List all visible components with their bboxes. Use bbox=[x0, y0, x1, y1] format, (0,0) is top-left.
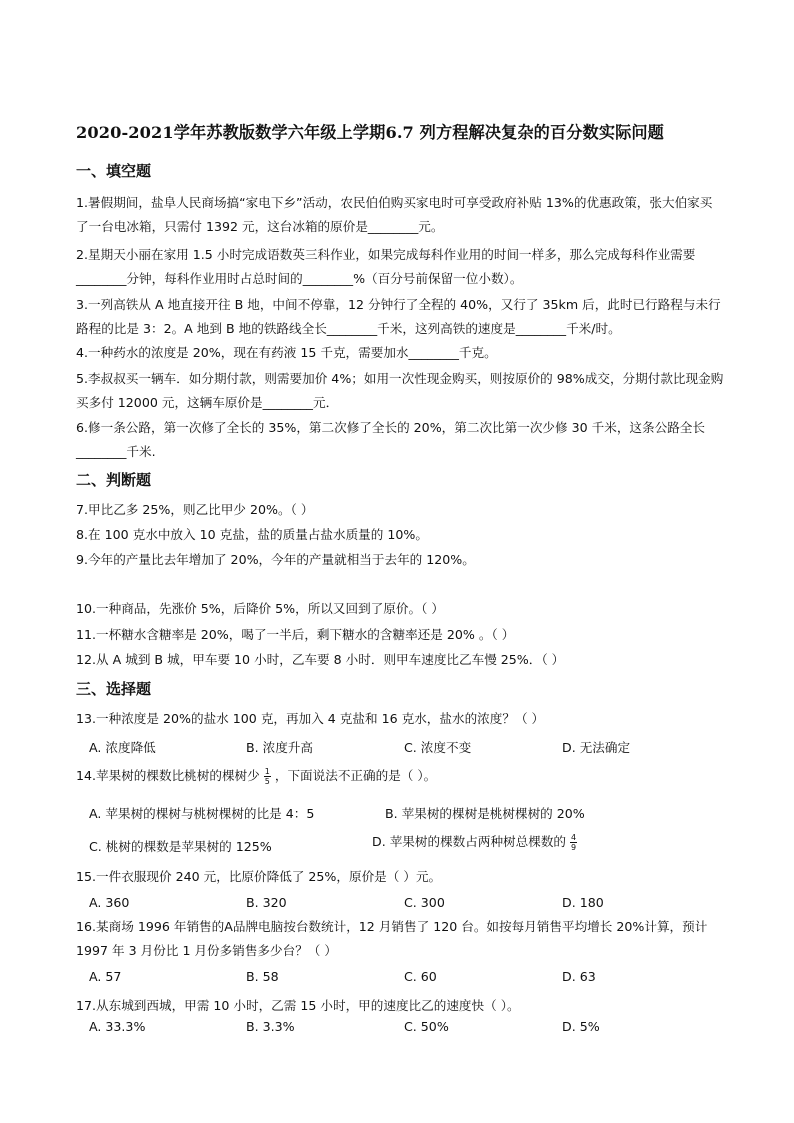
question-14-stem-end: ，下面说法不正确的是（ ）。 bbox=[274, 768, 437, 783]
question-13: 13.一种浓度是 20%的盐水 100 克，再加入 4 克盐和 16 克水，盐水的浓度？（ ） bbox=[76, 711, 545, 726]
question-16-option-b: B. 58 bbox=[246, 969, 279, 984]
question-15-option-d: D. 180 bbox=[562, 895, 604, 910]
question-3: 3.一列高铁从 A 地直接开往 B 地，中间不停靠，12 分钟行了全程的 40%，又行了 35km 后，此时已行路程与未行路程的比是 3：2。A 地到 B 地的铁路线全长________千米，这列高铁的速度是________千米/时。 bbox=[76, 297, 721, 336]
question-13-option-b: B. 浓度升高 bbox=[246, 740, 314, 755]
question-17-option-d: D. 5% bbox=[562, 1019, 600, 1034]
question-15: 15.一件衣服现价 240 元，比原价降低了 25%，原价是（ ）元。 bbox=[76, 869, 442, 884]
question-7: 7.甲比乙多 25%，则乙比甲少 20%。（ ） bbox=[76, 502, 314, 517]
question-13-option-a: A. 浓度降低 bbox=[89, 740, 156, 755]
question-6: 6.修一条公路，第一次修了全长的 35%，第二次修了全长的 20%，第二次比第一次少修 30 千米，这条公路全长________千米. bbox=[76, 420, 705, 459]
question-17-option-a: A. 33.3% bbox=[89, 1019, 146, 1034]
section-heading-fill-blank: 一、填空题 bbox=[76, 162, 152, 180]
question-1: 1.暑假期间，盐阜人民商场搞“家电下乡”活动，农民伯伯购买家电时可享受政府补贴 13%的优惠政策，张大伯家买了一台电冰箱，只需付 1392 元，这台冰箱的原价是________元。 bbox=[76, 195, 713, 234]
question-15-option-b: B. 320 bbox=[246, 895, 287, 910]
question-14-option-d bbox=[372, 831, 581, 852]
question-15-option-c: C. 300 bbox=[404, 895, 445, 910]
fraction-one-fifth: $\frac{1}{5}$ bbox=[264, 767, 270, 786]
question-16: 16.某商场 1996 年销售的A品牌电脑按台数统计，12 月销售了 120 台。如按每月销售平均增长 20%计算，预计 1997 年 3 月份比 1 月份多销售多少台？（ ） bbox=[76, 919, 708, 958]
question-16-option-c: C. 60 bbox=[404, 969, 437, 984]
question-14 bbox=[76, 764, 724, 788]
question-10: 10.一种商品，先涨价 5%，后降价 5%，所以又回到了原价。（ ） bbox=[76, 601, 444, 616]
question-5: 5.李叔叔买一辆车．如分期付款，则需要加价 4%；如用一次性现金购买，则按原价的 98%成交，分期付款比现金购买多付 12000 元，这辆车原价是________元． bbox=[76, 371, 724, 410]
question-8: 8.在 100 克水中放入 10 克盐，盐的质量占盐水质量的 10%。 bbox=[76, 527, 428, 542]
question-13-option-d: D. 无法确定 bbox=[562, 740, 631, 755]
question-9: 9.今年的产量比去年增加了 20%，今年的产量就相当于去年的 120%。 bbox=[76, 552, 475, 567]
question-14-stem-start: 14.苹果树的棵数比桃树的棵树少 bbox=[76, 768, 260, 783]
section-heading-multiple-choice: 三、选择题 bbox=[76, 680, 152, 698]
question-17: 17.从东城到西城，甲需 10 小时，乙需 15 小时，甲的速度比乙的速度快（ ）。 bbox=[76, 998, 520, 1013]
question-16-option-a: A. 57 bbox=[89, 969, 122, 984]
question-12: 12.从 A 城到 B 城，甲车要 10 小时，乙车要 8 小时．则甲车速度比乙车慢 25%．（ ） bbox=[76, 652, 565, 667]
fraction-four-ninths: $\frac{4}{9}$ bbox=[571, 833, 577, 852]
question-11: 11.一杯糖水含糖率是 20%，喝了一半后，剩下糖水的含糖率还是 20% 。（ ） bbox=[76, 627, 515, 642]
page-title: 2020-2021学年苏教版数学六年级上学期6.7 列方程解决复杂的百分数实际问题 bbox=[76, 123, 664, 142]
question-16-option-d: D. 63 bbox=[562, 969, 596, 984]
question-15-option-a: A. 360 bbox=[89, 895, 130, 910]
question-17-option-b: B. 3.3% bbox=[246, 1019, 295, 1034]
question-14-option-c: C. 桃树的棵数是苹果树的 125% bbox=[89, 839, 272, 854]
question-14-option-a: A. 苹果树的棵树与桃树棵树的比是 4：5 bbox=[89, 806, 315, 821]
question-14-option-d-text: D. 苹果树的棵数占两种树总棵数的 bbox=[372, 834, 567, 849]
question-2: 2.星期天小丽在家用 1.5 小时完成语数英三科作业，如果完成每科作业用的时间一样多，那么完成每科作业需要________分钟，每科作业用时占总时间的________%（百分号前保留一位小数）。 bbox=[76, 247, 696, 286]
question-14-option-b: B. 苹果树的棵树是桃树棵树的 20% bbox=[385, 806, 585, 821]
question-13-option-c: C. 浓度不变 bbox=[404, 740, 472, 755]
question-17-option-c: C. 50% bbox=[404, 1019, 449, 1034]
section-heading-true-false: 二、判断题 bbox=[76, 471, 152, 489]
question-4: 4.一种药水的浓度是 20%，现在有药液 15 千克，需要加水________千克。 bbox=[76, 345, 497, 360]
